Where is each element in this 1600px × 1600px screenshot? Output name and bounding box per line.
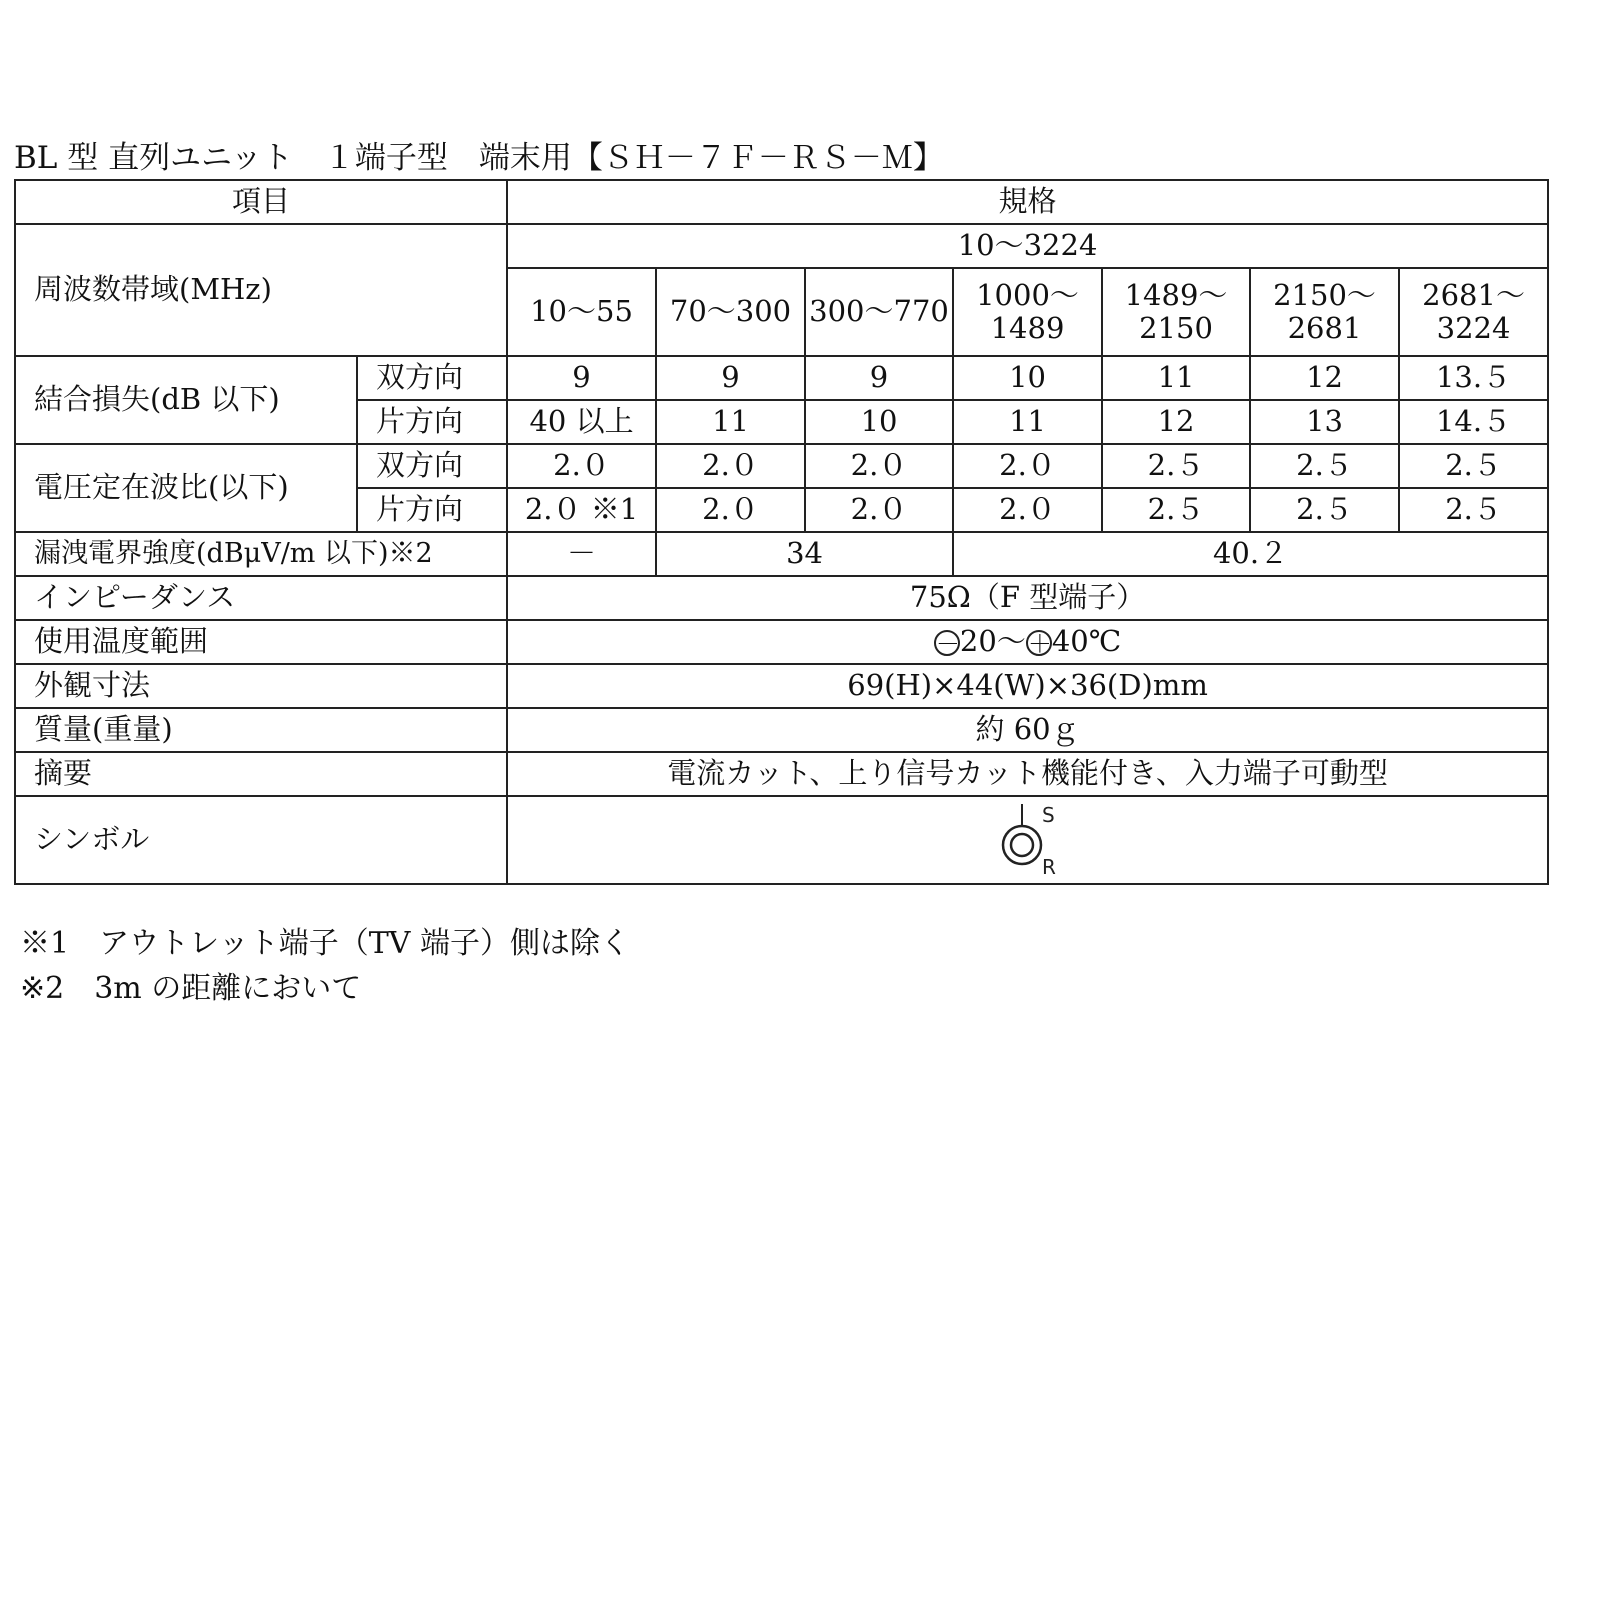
summary-label: 摘要 [15,752,507,796]
summary-row [15,752,1548,796]
vswr-cell: 2.０ [805,444,953,488]
coupling-cell: 14.５ [1399,400,1548,444]
coupling-sub-bidirectional: 双方向 [357,356,507,400]
leak-label: 漏洩電界強度(dBμV/m 以下)※2 [15,532,507,576]
vswr-cell: 2.５ [1102,444,1250,488]
header-spec: 規格 [507,180,1548,224]
leak-value-2: 34 [656,532,953,576]
dims-label: 外観寸法 [15,664,507,708]
symbol-s-label: S [1041,803,1055,827]
freq-row-overall [15,224,1548,268]
vswr-sub-bidirectional: 双方向 [357,444,507,488]
series-unit-symbol-icon [988,800,1068,880]
header-item: 項目 [15,180,507,224]
symbol-cell [507,796,1548,884]
coupling-cell: 10 [805,400,953,444]
coupling-cell: 9 [805,356,953,400]
vswr-cell: 2.０ [953,444,1102,488]
vswr-cell: 2.５ [1399,488,1548,532]
vswr-cell: 2.５ [1250,444,1399,488]
summary-value: 電流カット、上り信号カット機能付き、入力端子可動型 [507,752,1548,796]
symbol-row [15,796,1548,884]
impedance-row [15,576,1548,620]
temp-value: －20～＋40℃ [507,620,1548,664]
impedance-value: 75Ω（F 型端子） [507,576,1548,620]
coupling-cell: 11 [656,400,805,444]
freq-band-2: 70～300 [656,268,805,356]
freq-label: 周波数帯域(MHz) [15,224,507,356]
coupling-cell: 40 以上 [507,400,656,444]
coupling-sub-unidirectional: 片方向 [357,400,507,444]
coupling-cell: 13.５ [1399,356,1548,400]
coupling-cell: 11 [953,400,1102,444]
dims-value: 69(H)×44(W)×36(D)mm [507,664,1548,708]
vswr-cell: 2.０ [507,444,656,488]
coupling-cell: 11 [1102,356,1250,400]
vswr-sub-unidirectional: 片方向 [357,488,507,532]
plus-circle-icon: ＋ [1027,630,1052,659]
vswr-label: 電圧定在波比(以下) [15,444,357,532]
coupling-cell: 10 [953,356,1102,400]
coupling-cell: 13 [1250,400,1399,444]
symbol-label: シンボル [15,796,507,884]
leak-value-3: 40.２ [953,532,1548,576]
coupling-cell: 9 [507,356,656,400]
impedance-label: インピーダンス [15,576,507,620]
vswr-cell: 2.５ [1250,488,1399,532]
coupling-row-bidirectional [15,356,1548,400]
symbol-outer-circle [1003,826,1041,864]
symbol-r-label: R [1041,855,1056,879]
header-row [15,180,1548,224]
coupling-cell: 9 [656,356,805,400]
footnote-2: ※2 3m の距離において [20,971,362,1006]
mass-value: 約 60ｇ [507,708,1548,752]
vswr-row-bidirectional [15,444,1548,488]
temp-row [15,620,1548,664]
footnote-1: ※1 アウトレット端子（TV 端子）側は除く [20,926,630,961]
symbol-inner-circle [1011,834,1033,856]
dims-row [15,664,1548,708]
coupling-label: 結合損失(dB 以下) [15,356,357,444]
leak-row [15,532,1548,576]
temp-label: 使用温度範囲 [15,620,507,664]
vswr-cell: 2.５ [1102,488,1250,532]
freq-overall: 10～3224 [507,224,1548,268]
minus-circle-icon: － [935,630,960,659]
freq-band-1: 10～55 [507,268,656,356]
mass-row [15,708,1548,752]
leak-value-1: － [507,532,656,576]
vswr-cell: 2.０ [805,488,953,532]
freq-band-3: 300～770 [805,268,953,356]
mass-label: 質量(重量) [15,708,507,752]
vswr-cell: 2.５ [1399,444,1548,488]
vswr-cell: 2.０ ※1 [507,488,656,532]
freq-band-4: 1000～ 1489 [953,268,1102,356]
coupling-cell: 12 [1102,400,1250,444]
coupling-cell: 12 [1250,356,1399,400]
spec-table [14,179,1549,885]
freq-band-6: 2150～ 2681 [1250,268,1399,356]
freq-band-5: 1489～ 2150 [1102,268,1250,356]
freq-band-7: 2681～ 3224 [1399,268,1548,356]
vswr-cell: 2.０ [656,488,805,532]
vswr-cell: 2.０ [656,444,805,488]
page-title: BL 型 直列ユニット １端子型 端末用【ＳＨ－７Ｆ－ＲＳ－Ｍ】 [14,140,944,176]
vswr-cell: 2.０ [953,488,1102,532]
